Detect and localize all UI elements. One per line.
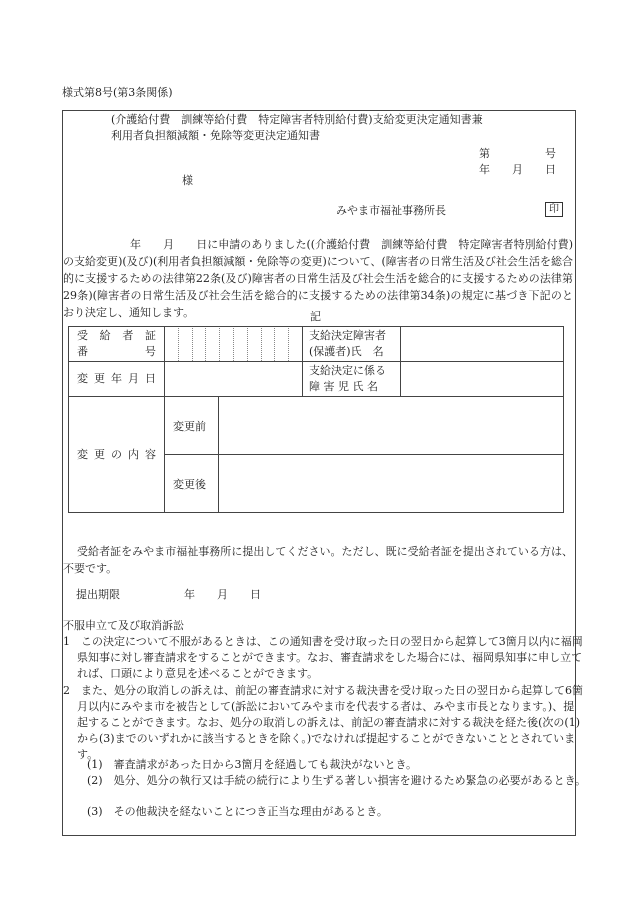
related-child-label: 支給決定に係る 障 害 児 氏 名	[303, 362, 401, 397]
after-value	[219, 455, 564, 513]
form-number: 様式第8号(第3条関係)	[62, 86, 173, 99]
change-date-label: 変 更 年 月 日	[69, 362, 165, 397]
appeal-heading: 不服申立て及び取消訴訟	[63, 619, 184, 632]
seal-stamp-box: 印	[545, 202, 563, 217]
submission-note-text: 受給者証をみやま市福祉事務所に提出してください。ただし、既に受給者証を提出されている方は、不要です。	[63, 545, 573, 575]
table-row	[69, 362, 564, 397]
issuer-name: みやま市福祉事務所長	[336, 204, 446, 217]
decided-person-label: 支給決定障害者 (保護者)氏 名	[303, 327, 401, 362]
table-row	[69, 327, 564, 362]
deadline-date: 年 月 日	[184, 588, 261, 601]
document-date: 年 月 日	[479, 163, 556, 176]
recipient-cert-number-cells	[165, 327, 303, 362]
condition-2: (2) 処分、処分の執行又は手続の続行により生ずる著しい損害を避けるため緊急の必要があるとき。	[87, 774, 587, 787]
title-line-1: (介護給付費 訓練等給付費 特定障害者特別給付費)支給変更決定通知書兼	[111, 113, 483, 126]
appeal-item-2: 2 また、処分の取消しの訴えは、前記の審査請求に対する裁決書を受け取った日の翌日から起算して6箇月以内にみやま市を被告として(訴訟においてみやま市を代表する者は、みやま市長となります。)、提起することができます。なお、処分の取消しの訴えは、前記の審査請求に対する裁決を経た後(次の(1)から(3)までのいずれかに該当するときを除く。)でなければ提起することができないこととされています。	[63, 684, 583, 761]
addressee-suffix: 様	[182, 174, 193, 187]
before-value	[219, 397, 564, 455]
appeal-item-1: 1 この決定について不服があるときは、この通知書を受け取った日の翌日から起算して3箇月以内に福岡県知事に対し審査請求をすることができます。なお、審査請求をした場合には、福岡県知事に申し立てれば、口頭により意見を述べることができます。	[63, 635, 583, 680]
before-label: 変更前	[165, 397, 219, 455]
decision-body-text: 年 月 日に申請のありました((介護給付費 訓練等給付費 特定障害者特別給付費)の支給変更)(及び)(利用者負担額減額・免除等の変更)について、(障害者の日常生活及び社会生活を総合的に支援するための法律第22条(及び)障害者の日常生活及び社会生活を総合的に支援するための法律第29条)(障害者の日常生活及び社会生活を総合的に支援するための法律第34条)の規定に基づき下記のとおり決定し、通知します。	[63, 238, 573, 319]
decided-person-value	[401, 327, 564, 362]
decision-body	[63, 236, 573, 321]
recipient-cert-label: 受 給 者 証 番 号	[69, 327, 165, 362]
related-child-value	[401, 362, 564, 397]
decision-table	[68, 326, 564, 513]
document-number: 第 号	[479, 147, 556, 160]
condition-3: (3) その他裁決を経ないことにつき正当な理由があるとき。	[87, 805, 388, 818]
submission-note	[63, 543, 573, 577]
table-row	[69, 397, 564, 455]
deadline-label: 提出期限	[76, 588, 120, 601]
change-content-label: 変 更 の 内 容	[69, 397, 165, 513]
title-line-2: 利用者負担額減額・免除等変更決定通知書	[111, 129, 320, 142]
condition-1: (1) 審査請求があった日から3箇月を経過しても裁決がないとき。	[87, 758, 418, 771]
after-label: 変更後	[165, 455, 219, 513]
ki-heading: 記	[310, 310, 321, 323]
change-date-value	[165, 362, 303, 397]
